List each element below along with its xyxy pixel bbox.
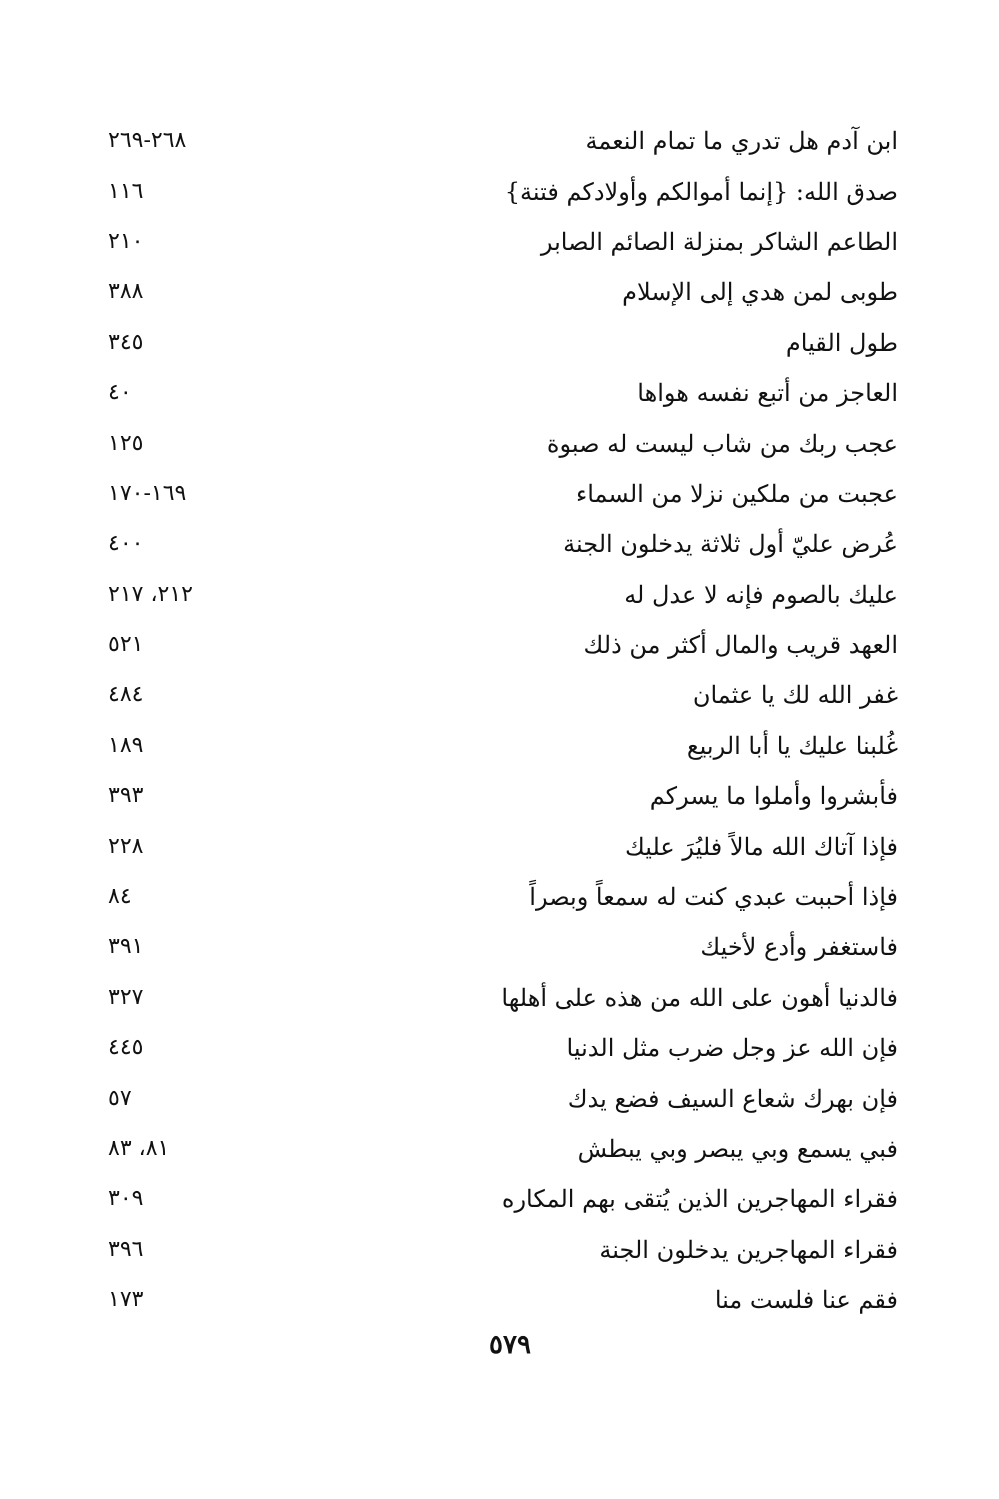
page-reference: ٣٩٣	[108, 783, 144, 809]
hadith-text: غفر الله لك يا عثمان	[692, 681, 898, 710]
page-reference: ٤٨٤	[108, 682, 144, 708]
hadith-text: فقم عنا فلست منا	[714, 1286, 898, 1315]
index-row	[108, 973, 898, 1023]
index-row	[108, 217, 898, 267]
index-row	[108, 368, 898, 418]
index-row	[108, 1275, 898, 1325]
index-row	[108, 1124, 898, 1174]
page-reference: ١٦٩-١٧٠	[108, 480, 187, 506]
index-row	[108, 519, 898, 569]
hadith-text: عليك بالصوم فإنه لا عدل له	[624, 580, 898, 609]
page-number: ٥٧٩	[489, 1330, 531, 1360]
page-reference: ١١٦	[108, 178, 144, 204]
index-row	[108, 922, 898, 972]
hadith-text: ابن آدم هل تدري ما تمام النعمة	[585, 127, 898, 156]
index-row	[108, 1073, 898, 1123]
hadith-text: عجبت من ملكين نزلا من السماء	[575, 479, 898, 508]
hadith-text: طول القيام	[785, 328, 898, 357]
page-reference: ١٧٣	[108, 1287, 144, 1313]
page-reference: ١٢٥	[108, 430, 144, 456]
page-reference: ٣٨٨	[108, 279, 144, 305]
page-reference: ٣٠٩	[108, 1186, 144, 1212]
page-reference: ١٨٩	[108, 732, 144, 758]
page-reference: ٤٠	[108, 380, 132, 406]
hadith-text: الطاعم الشاكر بمنزلة الصائم الصابر	[540, 227, 898, 256]
hadith-text: غُلبنا عليك يا أبا الربيع	[686, 731, 898, 760]
page-reference: ٨٤	[108, 884, 132, 910]
page-reference: ٣٩١	[108, 934, 144, 960]
hadith-text: العهد قريب والمال أكثر من ذلك	[583, 631, 898, 660]
hadith-text: فالدنيا أهون على الله من هذه على أهلها	[501, 983, 898, 1012]
index-row	[108, 1225, 898, 1275]
hadith-text: طوبى لمن هدي إلى الإسلام	[622, 278, 898, 307]
index-row	[108, 318, 898, 368]
index-row	[108, 418, 898, 468]
hadith-text: فإذا أحببت عبدي كنت له سمعاً وبصراً	[529, 883, 898, 912]
index-list	[108, 116, 898, 1325]
index-row	[108, 1023, 898, 1073]
hadith-text: فقراء المهاجرين الذين يُتقى بهم المكاره	[501, 1185, 898, 1214]
hadith-text: فإن بهرك شعاع السيف فضع يدك	[567, 1084, 898, 1113]
index-row	[108, 570, 898, 620]
page-reference: ٢٢٨	[108, 833, 144, 859]
page-reference: ٤٠٠	[108, 531, 144, 557]
page-reference: ٥٧	[108, 1085, 132, 1111]
hadith-text: فاستغفر وأدع لأخيك	[700, 933, 898, 962]
index-row	[108, 670, 898, 720]
index-row	[108, 469, 898, 519]
hadith-text: فبي يسمع وبي يبصر وبي يبطش	[577, 1135, 898, 1163]
index-row	[108, 620, 898, 670]
hadith-text: فإن الله عز وجل ضرب مثل الدنيا	[566, 1034, 898, 1063]
page-reference: ٣٩٦	[108, 1236, 144, 1262]
hadith-text: عجب ربك من شاب ليست له صبوة	[546, 429, 898, 458]
page-reference: ٥٢١	[108, 632, 144, 658]
hadith-text: عُرض عليّ أول ثلاثة يدخلون الجنة	[563, 530, 898, 559]
hadith-text: صدق الله: {إنما أموالكم وأولادكم فتنة}	[504, 177, 898, 206]
index-row	[108, 721, 898, 771]
index-row	[108, 267, 898, 317]
hadith-text: فإذا آتاك الله مالاً فليُرَ عليك	[624, 832, 898, 861]
page-reference: ٢٦٨-٢٦٩	[108, 128, 187, 154]
page-reference: ٣٢٧	[108, 984, 144, 1010]
index-row	[108, 771, 898, 821]
page-reference: ٨١، ٨٣	[108, 1136, 170, 1161]
index-row	[108, 821, 898, 871]
page-reference: ٢١٠	[108, 228, 144, 254]
hadith-text: العاجز من أتبع نفسه هواها	[637, 379, 898, 408]
index-row	[108, 116, 898, 166]
page-reference: ٤٤٥	[108, 1035, 144, 1061]
hadith-text: فأبشروا وأملوا ما يسركم	[649, 782, 898, 811]
index-row	[108, 1174, 898, 1224]
index-row	[108, 166, 898, 216]
index-row	[108, 872, 898, 922]
hadith-text: فقراء المهاجرين يدخلون الجنة	[599, 1235, 898, 1264]
page-reference: ٣٤٥	[108, 329, 144, 355]
page-reference: ٢١٢، ٢١٧	[108, 581, 193, 607]
